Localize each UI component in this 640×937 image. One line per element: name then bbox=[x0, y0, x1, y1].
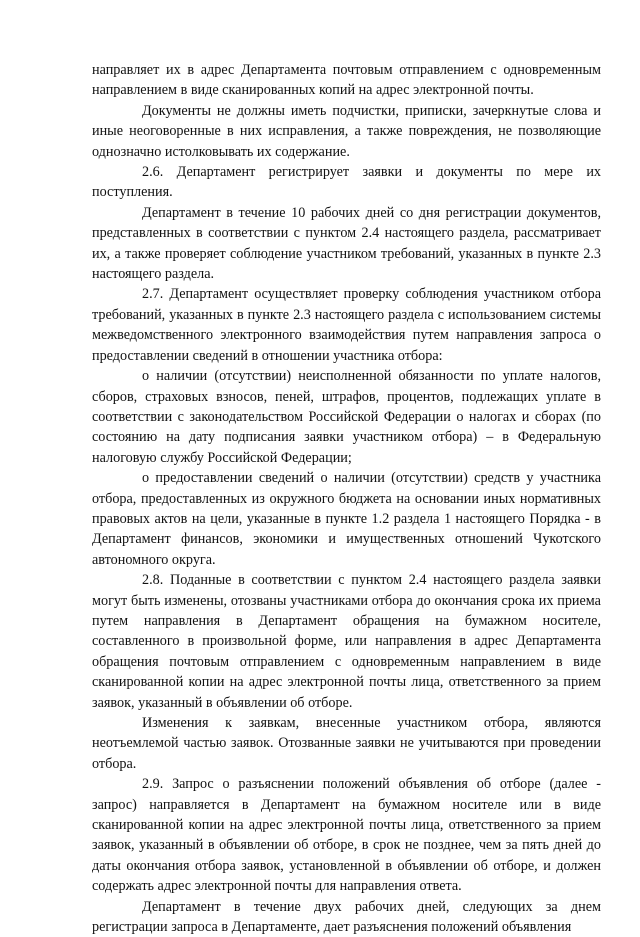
document-page bbox=[92, 60, 601, 937]
paragraph-continuation: направляет их в адрес Департамента почтовым отправлением с одновременным направлением в виде сканированных копий на адрес электронной почты. bbox=[92, 62, 601, 99]
paragraph-application-changes: Изменения к заявкам, внесенные участником отбора, являются неотъемлемой частью заявок. Отозванные заявки не учитываются при проведении отбора. bbox=[92, 715, 601, 772]
paragraph-document-requirements: Документы не должны иметь подчистки, приписки, зачеркнутые слова и иные неоговоренные в них исправления, а также повреждения, не позволяющие однозначно истолковывать их содержание. bbox=[92, 102, 601, 160]
paragraph-2-6: 2.6. Департамент регистрирует заявки и документы по мере их поступления. bbox=[92, 164, 601, 201]
paragraph-clarification-response: Департамент в течение двух рабочих дней, следующих за днем регистрации запроса в Департаменте, дает разъяснения положений объявления bbox=[92, 898, 601, 936]
paragraph-review-period: Департамент в течение 10 рабочих дней со дня регистрации документов, представленных в соответствии с пунктом 2.4 настоящего раздела, рассматривает их, а также проверяет соблюдение участником требований, указанных в пункте 2.3 настоящего раздела. bbox=[92, 204, 601, 283]
paragraph-2-8: 2.8. Поданные в соответствии с пунктом 2.4 настоящего раздела заявки могут быть изменены, отозваны участниками отбора до окончания срока их приема путем направления в Департамент обращения на бумажном носителе, составленного в произвольной форме, или направления в адрес Департамента обращения почтовым отправлением с одновременным направлением в виде сканированной копии на адрес электронной почты лица, ответственного за прием заявок, указанный в объявлении об отборе. bbox=[92, 572, 601, 711]
paragraph-tax-obligations: о наличии (отсутствии) неисполненной обязанности по уплате налогов, сборов, страховых взносов, пеней, штрафов, процентов, подлежащих уплате в соответствии с законодательством Российской Федерации о налогах и сборах (по состоянию на дату подписания заявки участником отбора) – в Федеральную налоговую службу Российской Федерации; bbox=[92, 368, 601, 466]
paragraph-2-9: 2.9. Запрос о разъяснении положений объявления об отборе (далее - запрос) направляется в Департамент на бумажном носителе или в виде сканированной копии на адрес электронной почты лица, ответственного за прием заявок, указанный в объявлении об отборе, в срок не позднее, чем за пять дней до даты окончания отбора заявок, установленной в объявлении об отборе, и должен содержать адрес электронной почты для направления ответа. bbox=[92, 776, 601, 895]
paragraph-2-7: 2.7. Департамент осуществляет проверку соблюдения участником отбора требований, указанных в пункте 2.3 настоящего раздела с использованием системы межведомственного электронного взаимодействия путем направления запроса о предоставлении сведений в отношении участника отбора: bbox=[92, 286, 601, 364]
paragraph-funds-information: о предоставлении сведений о наличии (отсутствии) средств у участника отбора, предоставленных из окружного бюджета на основании иных нормативных правовых актов на цели, указанные в пункте 1.2 раздела 1 настоящего Порядка - в Департамент финансов, экономики и имущественных отношений Чукотского автономного округа. bbox=[92, 470, 601, 568]
